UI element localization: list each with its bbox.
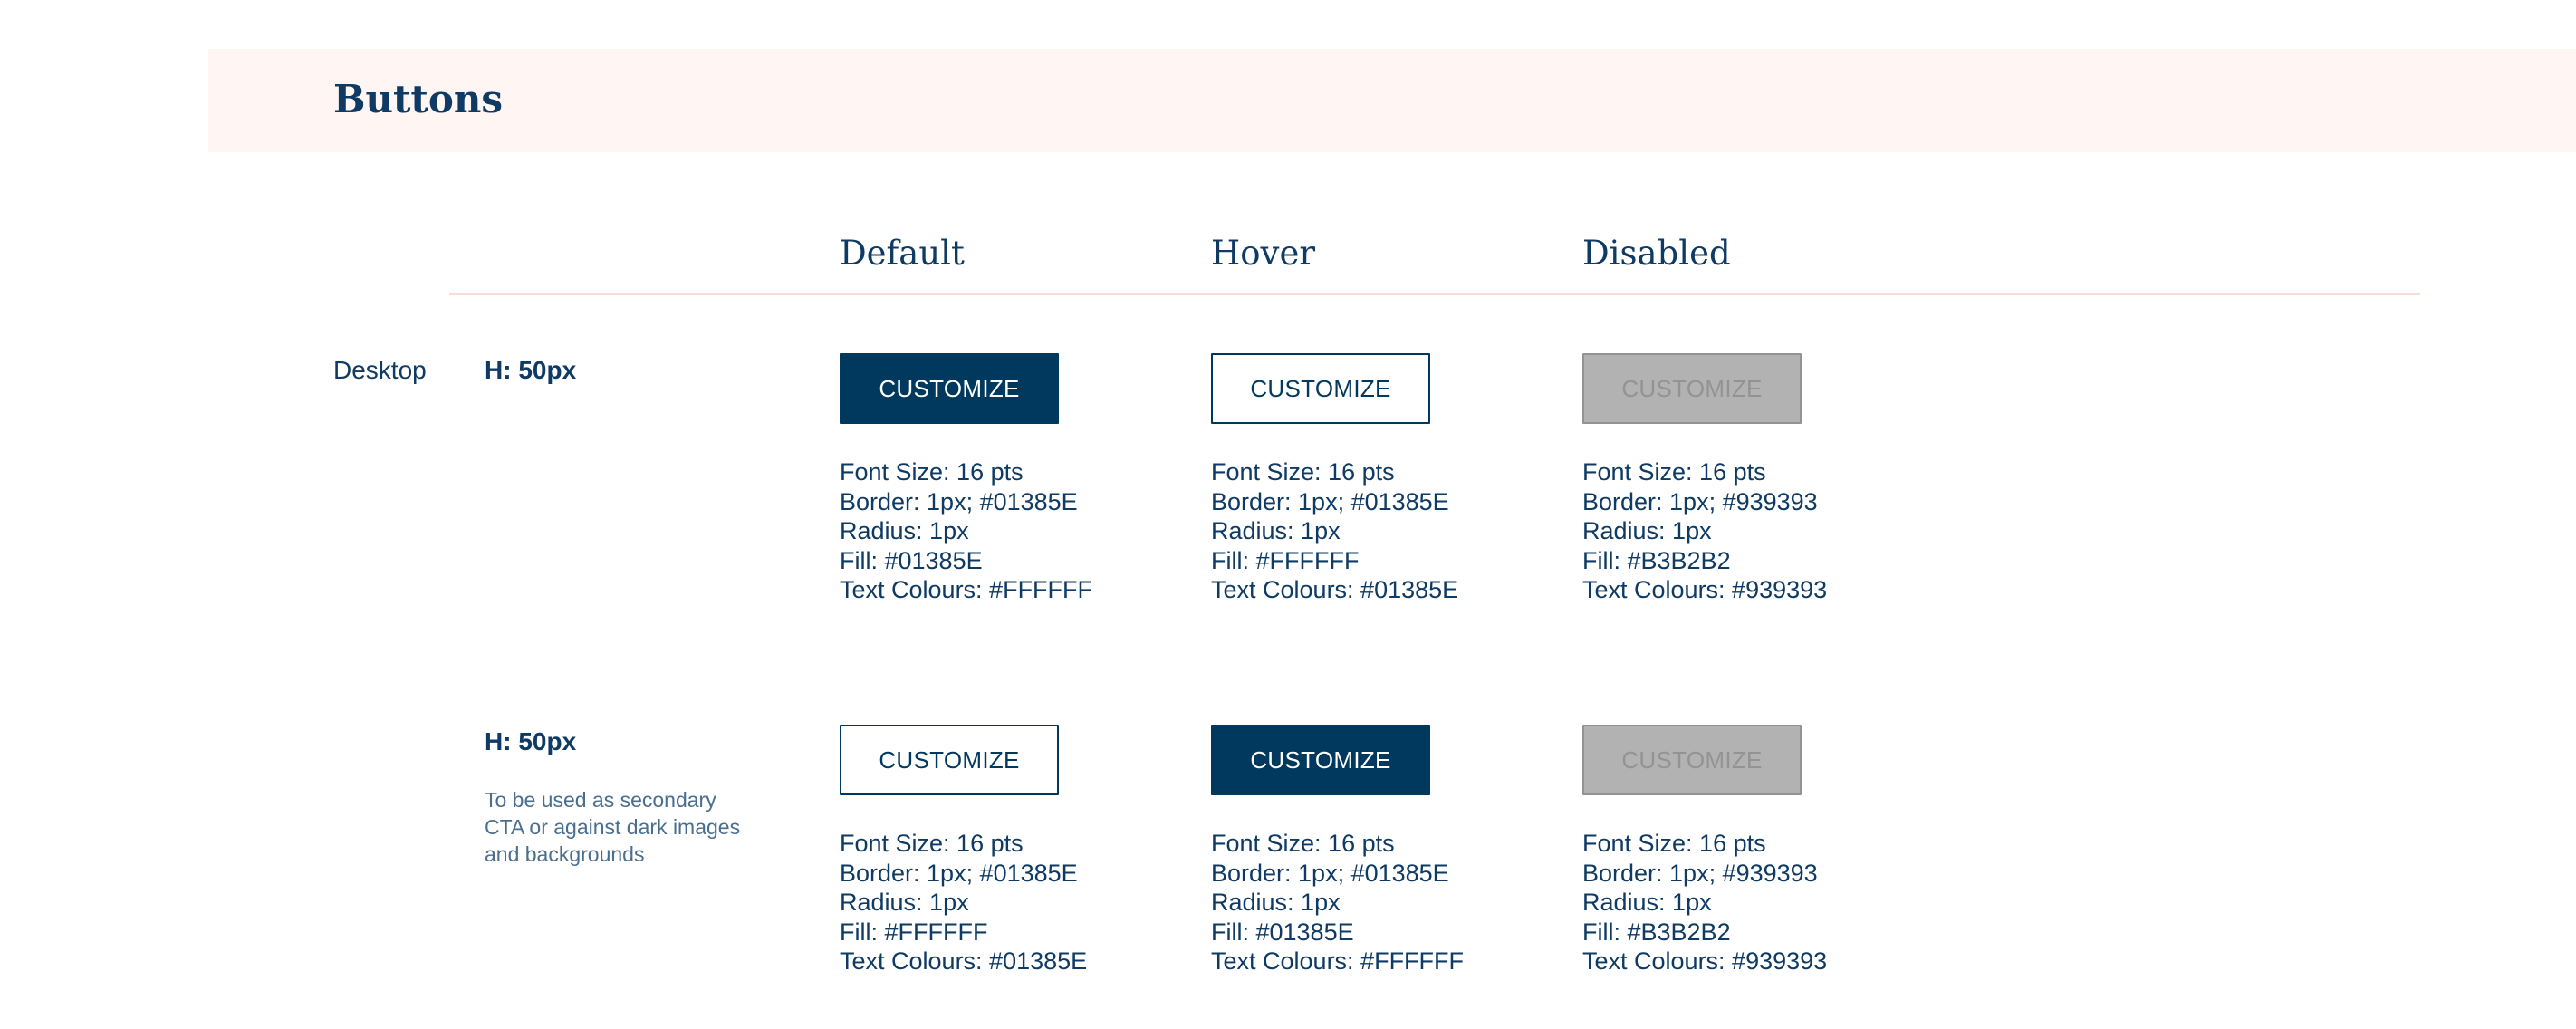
spec-disabled [1582, 457, 1827, 605]
spec-radius: Radius: 1px [1582, 517, 1712, 544]
spec-border: Border: 1px; #01385E [840, 859, 1078, 887]
customize-button-hover[interactable]: CUSTOMIZE [1211, 353, 1430, 424]
spec-default [840, 829, 1087, 976]
spec-fill: Fill: #B3B2B2 [1582, 918, 1731, 946]
spec-font-size: Font Size: 16 pts [1582, 830, 1766, 857]
header-band [208, 49, 2576, 152]
customize-button-disabled[interactable]: CUSTOMIZE [1582, 353, 1802, 424]
spec-font-size: Font Size: 16 pts [840, 458, 1024, 486]
spec-text-colours: Text Colours: #01385E [840, 947, 1088, 975]
spec-radius: Radius: 1px [1582, 889, 1712, 916]
spec-fill: Fill: #01385E [1211, 918, 1354, 946]
spec-text-colours: Text Colours: #FFFFFF [1211, 947, 1465, 975]
height-label: H: 50px [485, 727, 577, 755]
spec-hover [1211, 829, 1464, 976]
spec-disabled [1582, 829, 1827, 976]
spec-fill: Fill: #FFFFFF [840, 918, 988, 946]
spec-radius: Radius: 1px [840, 889, 969, 916]
column-header-disabled: Disabled [1582, 234, 1731, 273]
spec-border: Border: 1px; #01385E [840, 487, 1078, 515]
spec-border: Border: 1px; #01385E [1211, 487, 1449, 515]
usage-note: To be used as secondary CTA or against dark images and backgrounds [485, 788, 741, 866]
spec-fill: Fill: #01385E [840, 546, 983, 574]
spec-radius: Radius: 1px [840, 517, 969, 544]
column-header-hover: Hover [1211, 234, 1316, 273]
platform-label: Desktop [333, 356, 427, 384]
spec-font-size: Font Size: 16 pts [840, 830, 1024, 857]
spec-hover [1211, 457, 1458, 605]
page-title: Buttons [333, 77, 504, 121]
spec-radius: Radius: 1px [1211, 517, 1341, 544]
spec-font-size: Font Size: 16 pts [1211, 830, 1395, 857]
header-divider [449, 293, 2420, 295]
spec-border: Border: 1px; #939393 [1582, 487, 1818, 515]
customize-button-default[interactable]: CUSTOMIZE [840, 725, 1059, 795]
customize-button-hover[interactable]: CUSTOMIZE [1211, 725, 1430, 795]
spec-fill: Fill: #B3B2B2 [1582, 546, 1731, 574]
spec-font-size: Font Size: 16 pts [1211, 458, 1395, 486]
spec-font-size: Font Size: 16 pts [1582, 458, 1766, 486]
height-label: H: 50px [485, 356, 577, 384]
spec-border: Border: 1px; #939393 [1582, 859, 1818, 887]
spec-default [840, 457, 1092, 605]
spec-fill: Fill: #FFFFFF [1211, 546, 1360, 574]
spec-text-colours: Text Colours: #FFFFFF [840, 576, 1093, 603]
column-header-default: Default [840, 234, 965, 273]
spec-text-colours: Text Colours: #939393 [1582, 576, 1828, 603]
spec-border: Border: 1px; #01385E [1211, 859, 1449, 887]
customize-button-default[interactable]: CUSTOMIZE [840, 353, 1059, 424]
spec-radius: Radius: 1px [1211, 889, 1341, 916]
customize-button-disabled[interactable]: CUSTOMIZE [1582, 725, 1802, 795]
spec-text-colours: Text Colours: #939393 [1582, 947, 1828, 975]
spec-text-colours: Text Colours: #01385E [1211, 576, 1459, 603]
